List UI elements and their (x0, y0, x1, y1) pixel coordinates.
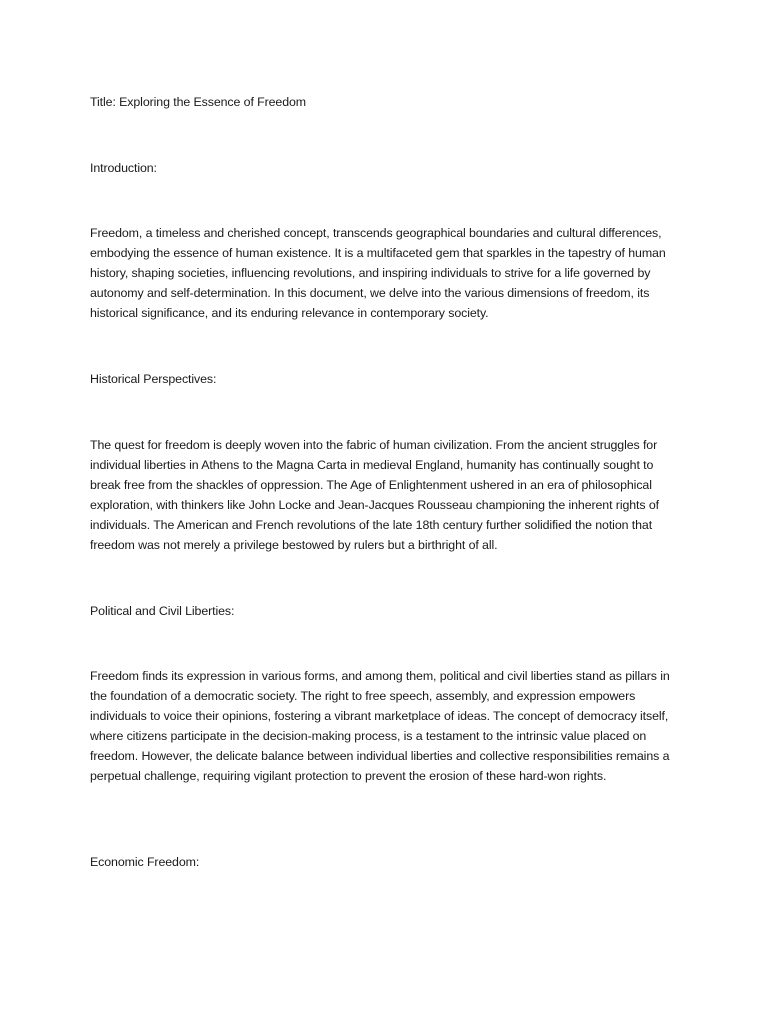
section-paragraph-political-civil-liberties: Freedom finds its expression in various forms, and among them, political and civil liberties stand as pillars in the foundation of a democratic society. The right to free speech, assembly, and expression empowers individuals to voice their opinions, fostering a vibrant marketplace of ideas. The concept of democracy itself, where citizens participate in the decision-making process, is a testament to the intrinsic value placed on freedom. However, the delicate balance between individual liberties and collective responsibilities remains a perpetual challenge, requiring vigilant protection to prevent the erosion of these hard-won rights. (90, 669, 670, 783)
section-heading-political-civil-liberties: Political and Civil Liberties: (90, 604, 235, 618)
section-heading-introduction: Introduction: (90, 161, 157, 175)
section-paragraph-introduction: Freedom, a timeless and cherished concept, transcends geographical boundaries and cultural differences, embodying the essence of human existence. It is a multifaceted gem that sparkles in the tapestry of human history, shaping societies, influencing revolutions, and inspiring individuals to strive for a life governed by autonomy and self-determination. In this document, we delve into the various dimensions of freedom, its historical significance, and its enduring relevance in contemporary society. (90, 226, 666, 320)
document-title: Title: Exploring the Essence of Freedom (90, 95, 307, 109)
section-paragraph-historical-perspectives: The quest for freedom is deeply woven into the fabric of human civilization. From the ancient struggles for individual liberties in Athens to the Magna Carta in medieval England, humanity has continually sought to break free from the shackles of oppression. The Age of Enlightenment ushered in an era of philosophical exploration, with thinkers like John Locke and Jean-Jacques Rousseau championing the inherent rights of individuals. The American and French revolutions of the late 18th century further solidified the notion that freedom was not merely a privilege bestowed by rulers but a birthright of all. (90, 438, 659, 552)
section-heading-economic-freedom: Economic Freedom: (90, 855, 200, 869)
section-heading-historical-perspectives: Historical Perspectives: (90, 372, 217, 386)
